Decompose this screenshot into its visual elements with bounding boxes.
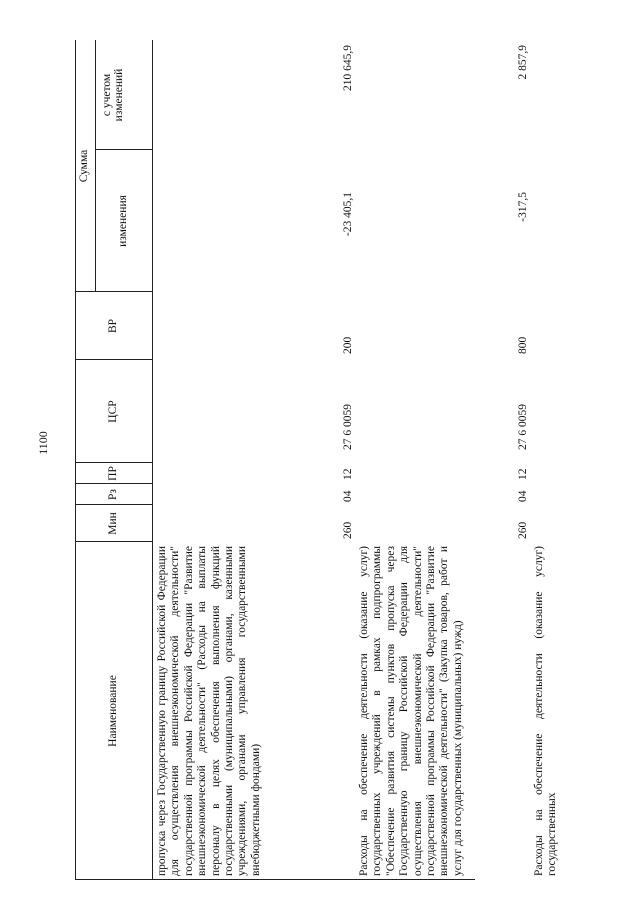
- table-row-2-csr: 27 6 0059: [517, 404, 529, 450]
- page-number: 1100: [36, 431, 50, 455]
- table-row-1-name: пропуска через Государственную границу Российской Федерации для осуществления внешнеэкономической деятельности" государственной программы Российской Федерации "Развитие внешнеэкономической деятельности" (Расходы на выплаты персоналу в целях обеспечения выполнения функций государственными (муниципальными) органами, казенными учреждениями, органами управления государственными внебюджетными фондами): [156, 546, 262, 876]
- table-row-2-vr: 800: [517, 336, 529, 354]
- header-with-changes-line1: с учетом: [101, 73, 113, 117]
- table-row-2-min: 260: [517, 521, 529, 539]
- table-row-1-csr: 27 6 0059: [342, 404, 354, 450]
- table-row-1-changes: -23 405,1: [342, 192, 354, 237]
- table-row-2-name: Расходы на обеспечение деятельности (оказание услуг) государственных учреждений в рамках подпрограммы "Обеспечение развития системы пунктов пропуска через Государственную границу Российской Федерации для осуществления внешнеэкономической деятельности" государственной программы Российской Федерации "Развитие внешнеэкономической деятельности" (Закупка товаров, работ и услуг для государственных (муниципальных) нужд): [358, 546, 464, 876]
- budget-table: [75, 40, 565, 880]
- header-sum: Сумма: [78, 149, 91, 183]
- header-min: Мин: [106, 512, 119, 535]
- header-rz: Рз: [106, 489, 119, 500]
- table-row-2-with-changes: 2 857,9: [517, 45, 529, 80]
- table-row-1-vr: 200: [342, 336, 354, 354]
- header-with-changes: [101, 40, 125, 150]
- table-row-1-rz: 04: [342, 490, 354, 502]
- header-csr: ЦСР: [106, 400, 119, 423]
- table-row-2-changes: -317,5: [517, 192, 529, 222]
- table-row-2-pr: 12: [517, 468, 529, 480]
- table-row-3-name: Расходы на обеспечение деятельности (оказание услуг) государственных: [533, 546, 559, 876]
- header-changes: изменения: [116, 195, 129, 247]
- header-with-changes-line2: изменений: [113, 68, 125, 122]
- table-row-1-pr: 12: [342, 468, 354, 480]
- header-bottom-line: [152, 40, 153, 880]
- table-row-2-rz: 04: [517, 490, 529, 502]
- header-name: Наименование: [106, 675, 119, 747]
- table-row-1-min: 260: [342, 521, 354, 539]
- header-vr: ВР: [106, 318, 119, 334]
- header-pr: ПР: [106, 466, 119, 481]
- table-row-1-with-changes: 210 645,9: [342, 45, 354, 91]
